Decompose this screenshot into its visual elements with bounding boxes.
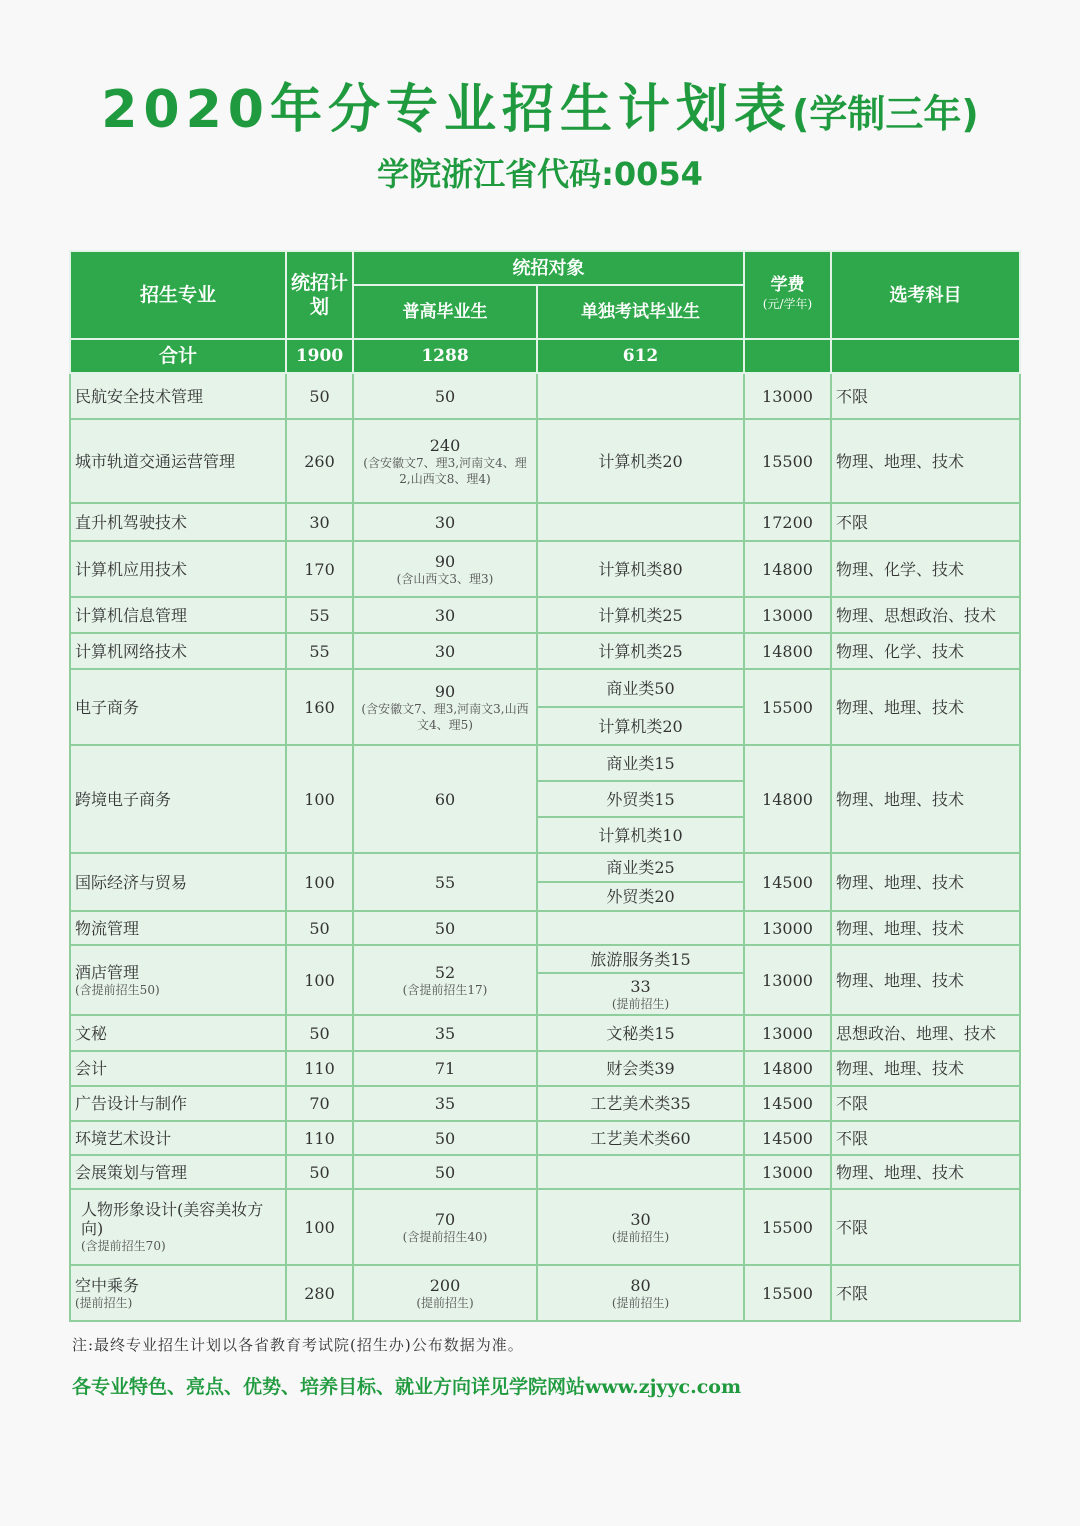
single-cell [537, 503, 744, 541]
single-cell [537, 373, 744, 419]
fee-cell: 14500 [744, 1086, 831, 1121]
single-cell: 计算机类80 [537, 541, 744, 597]
major-cell: 计算机网络技术 [70, 633, 286, 669]
subjects-cell: 物理、地理、技术 [831, 945, 1020, 1015]
general-cell: 50 [353, 1121, 537, 1155]
single-cell [537, 973, 744, 1015]
header-plan: 统招计划 [286, 251, 353, 339]
plan-cell: 30 [286, 503, 353, 541]
major-cell: 国际经济与贸易 [70, 853, 286, 911]
table-row [70, 419, 1020, 503]
header-fee-label: 学费 [770, 275, 805, 295]
total-row [70, 339, 1020, 373]
enrollment-plan-table [69, 250, 1021, 1322]
general-cell [353, 541, 537, 597]
fee-cell: 14500 [744, 1121, 831, 1155]
single-cell: 旅游服务类15 [537, 945, 744, 973]
major-label: 人物形象设计(美容美妆方向) [81, 1200, 264, 1238]
single-cell: 工艺美术类35 [537, 1086, 744, 1121]
major-note: (提前招生) [75, 1295, 133, 1310]
fee-cell: 14800 [744, 541, 831, 597]
subjects-cell: 物理、地理、技术 [831, 853, 1020, 911]
fee-cell: 15500 [744, 419, 831, 503]
table-row [70, 945, 1020, 973]
general-cell: 50 [353, 911, 537, 945]
subjects-cell: 思想政治、地理、技术 [831, 1015, 1020, 1051]
table-row [70, 633, 1020, 669]
major-cell: 会计 [70, 1051, 286, 1086]
subjects-cell: 不限 [831, 373, 1020, 419]
table-row [70, 1155, 1020, 1189]
subjects-cell: 物理、地理、技术 [831, 1155, 1020, 1189]
subjects-cell: 不限 [831, 1265, 1020, 1321]
subjects-cell: 物理、化学、技术 [831, 633, 1020, 669]
general-value: 200 [429, 1275, 461, 1295]
footnote: 注:最终专业招生计划以各省教育考试院(招生办)公布数据为准。 [72, 1336, 524, 1354]
total-general: 1288 [353, 339, 537, 373]
total-subjects-blank [831, 339, 1020, 373]
single-cell: 商业类25 [537, 853, 744, 882]
plan-cell: 100 [286, 853, 353, 911]
major-note: (含提前招生70) [81, 1239, 166, 1253]
general-cell: 35 [353, 1086, 537, 1121]
plan-cell: 55 [286, 633, 353, 669]
plan-cell: 50 [286, 911, 353, 945]
table-row [70, 745, 1020, 781]
subjects-cell: 物理、思想政治、技术 [831, 597, 1020, 633]
header-fee [744, 251, 831, 339]
single-note: (提前招生) [611, 1295, 670, 1310]
single-cell: 工艺美术类60 [537, 1121, 744, 1155]
major-cell: 电子商务 [70, 669, 286, 745]
major-cell: 计算机应用技术 [70, 541, 286, 597]
single-cell: 商业类50 [537, 669, 744, 707]
single-cell [537, 1265, 744, 1321]
header-target: 统招对象 [353, 251, 744, 285]
fee-cell: 14800 [744, 745, 831, 853]
general-cell: 55 [353, 853, 537, 911]
table-row [70, 853, 1020, 882]
fee-cell: 15500 [744, 669, 831, 745]
title-sub: (学制三年) [791, 92, 979, 136]
general-note: (含安徽文7、理3,河南文4、理2,山西文8、理4) [363, 455, 527, 486]
fee-cell: 14800 [744, 633, 831, 669]
fee-cell: 17200 [744, 503, 831, 541]
single-cell: 计算机类25 [537, 597, 744, 633]
total-plan: 1900 [286, 339, 353, 373]
table-row [70, 1265, 1020, 1321]
single-value: 30 [630, 1209, 651, 1229]
subjects-cell: 不限 [831, 1189, 1020, 1265]
major-cell [70, 1265, 286, 1321]
fee-cell: 13000 [744, 945, 831, 1015]
general-note: (含山西文3、理3) [396, 571, 494, 586]
general-cell: 35 [353, 1015, 537, 1051]
plan-cell: 50 [286, 1155, 353, 1189]
general-value: 70 [434, 1209, 456, 1229]
school-code: 学院浙江省代码:0054 [377, 155, 703, 193]
table-row [70, 541, 1020, 597]
general-note: (提前招生) [416, 1295, 474, 1310]
general-cell: 30 [353, 597, 537, 633]
general-cell [353, 419, 537, 503]
header-single: 单独考试毕业生 [537, 285, 744, 339]
general-cell: 50 [353, 373, 537, 419]
fee-cell: 15500 [744, 1189, 831, 1265]
general-note: (含提前招生17) [402, 982, 488, 997]
major-cell: 会展策划与管理 [70, 1155, 286, 1189]
plan-cell: 280 [286, 1265, 353, 1321]
general-cell: 30 [353, 633, 537, 669]
major-note: (含提前招生50) [75, 982, 160, 997]
plan-cell: 70 [286, 1086, 353, 1121]
single-cell: 计算机类20 [537, 707, 744, 745]
single-cell: 商业类15 [537, 745, 744, 781]
plan-cell: 55 [286, 597, 353, 633]
subjects-cell: 物理、地理、技术 [831, 911, 1020, 945]
table-row [70, 911, 1020, 945]
title-main: 2020年分专业招生计划表 [101, 80, 792, 140]
table-row [70, 1086, 1020, 1121]
plan-cell: 110 [286, 1051, 353, 1086]
general-cell: 60 [353, 745, 537, 853]
total-fee-blank [744, 339, 831, 373]
single-cell [537, 1189, 744, 1265]
plan-cell: 170 [286, 541, 353, 597]
plan-cell: 260 [286, 419, 353, 503]
major-cell: 物流管理 [70, 911, 286, 945]
single-value: 80 [630, 1275, 651, 1295]
total-single: 612 [537, 339, 744, 373]
fee-cell: 13000 [744, 1015, 831, 1051]
subjects-cell: 物理、地理、技术 [831, 419, 1020, 503]
fee-cell: 13000 [744, 1155, 831, 1189]
major-cell: 城市轨道交通运营管理 [70, 419, 286, 503]
plan-cell: 50 [286, 373, 353, 419]
major-cell: 民航安全技术管理 [70, 373, 286, 419]
subjects-cell: 不限 [831, 503, 1020, 541]
fee-cell: 13000 [744, 597, 831, 633]
major-cell: 广告设计与制作 [70, 1086, 286, 1121]
website-note: 各专业特色、亮点、优势、培养目标、就业方向详见学院网站www.zjyyc.com [72, 1376, 742, 1398]
total-label: 合计 [70, 339, 286, 373]
major-cell [70, 945, 286, 1015]
subjects-cell: 不限 [831, 1086, 1020, 1121]
general-value: 52 [434, 962, 456, 982]
subjects-cell: 物理、地理、技术 [831, 745, 1020, 853]
general-value: 240 [429, 435, 461, 455]
subjects-cell: 不限 [831, 1121, 1020, 1155]
plan-cell: 100 [286, 1189, 353, 1265]
general-cell [353, 945, 537, 1015]
table-row [70, 1189, 1020, 1265]
single-cell [537, 1155, 744, 1189]
plan-cell: 160 [286, 669, 353, 745]
general-cell: 71 [353, 1051, 537, 1086]
single-cell: 计算机类25 [537, 633, 744, 669]
single-value: 33 [630, 976, 651, 996]
header-general: 普高毕业生 [353, 285, 537, 339]
major-cell: 环境艺术设计 [70, 1121, 286, 1155]
major-cell: 直升机驾驶技术 [70, 503, 286, 541]
single-note: (提前招生) [611, 996, 670, 1011]
header-major: 招生专业 [70, 251, 286, 339]
subjects-cell: 物理、地理、技术 [831, 1051, 1020, 1086]
fee-cell: 15500 [744, 1265, 831, 1321]
major-cell: 跨境电子商务 [70, 745, 286, 853]
plan-cell: 100 [286, 745, 353, 853]
table-row [70, 1051, 1020, 1086]
fee-cell: 14800 [744, 1051, 831, 1086]
table-row [70, 373, 1020, 419]
table-row [70, 669, 1020, 707]
general-note: (含安徽文7、理3,河南文3,山西文4、理5) [361, 701, 529, 732]
table-row [70, 503, 1020, 541]
table-row [70, 1015, 1020, 1051]
single-cell: 文秘类15 [537, 1015, 744, 1051]
fee-cell: 14500 [744, 853, 831, 911]
general-cell: 50 [353, 1155, 537, 1189]
major-cell: 计算机信息管理 [70, 597, 286, 633]
subjects-cell: 物理、地理、技术 [831, 669, 1020, 745]
general-cell: 30 [353, 503, 537, 541]
single-cell: 外贸类20 [537, 882, 744, 911]
general-cell [353, 1189, 537, 1265]
subjects-cell: 物理、化学、技术 [831, 541, 1020, 597]
major-cell: 文秘 [70, 1015, 286, 1051]
single-cell: 外贸类15 [537, 781, 744, 817]
major-cell [70, 1189, 286, 1265]
single-cell: 计算机类20 [537, 419, 744, 503]
major-label: 酒店管理 [75, 962, 140, 982]
page-title [0, 78, 1080, 146]
fee-cell: 13000 [744, 911, 831, 945]
single-cell [537, 911, 744, 945]
general-cell [353, 1265, 537, 1321]
single-cell: 财会类39 [537, 1051, 744, 1086]
header-subjects: 选考科目 [831, 251, 1020, 339]
single-cell: 计算机类10 [537, 817, 744, 853]
general-value: 90 [434, 551, 456, 571]
fee-cell: 13000 [744, 373, 831, 419]
major-label: 空中乘务 [75, 1275, 140, 1295]
general-note: (含提前招生40) [402, 1229, 488, 1244]
single-note: (提前招生) [611, 1229, 670, 1244]
table-row [70, 1121, 1020, 1155]
plan-cell: 100 [286, 945, 353, 1015]
general-cell [353, 669, 537, 745]
plan-cell: 110 [286, 1121, 353, 1155]
plan-cell: 50 [286, 1015, 353, 1051]
table-row [70, 597, 1020, 633]
general-value: 90 [434, 681, 456, 701]
header-fee-unit: (元/学年) [762, 297, 813, 311]
